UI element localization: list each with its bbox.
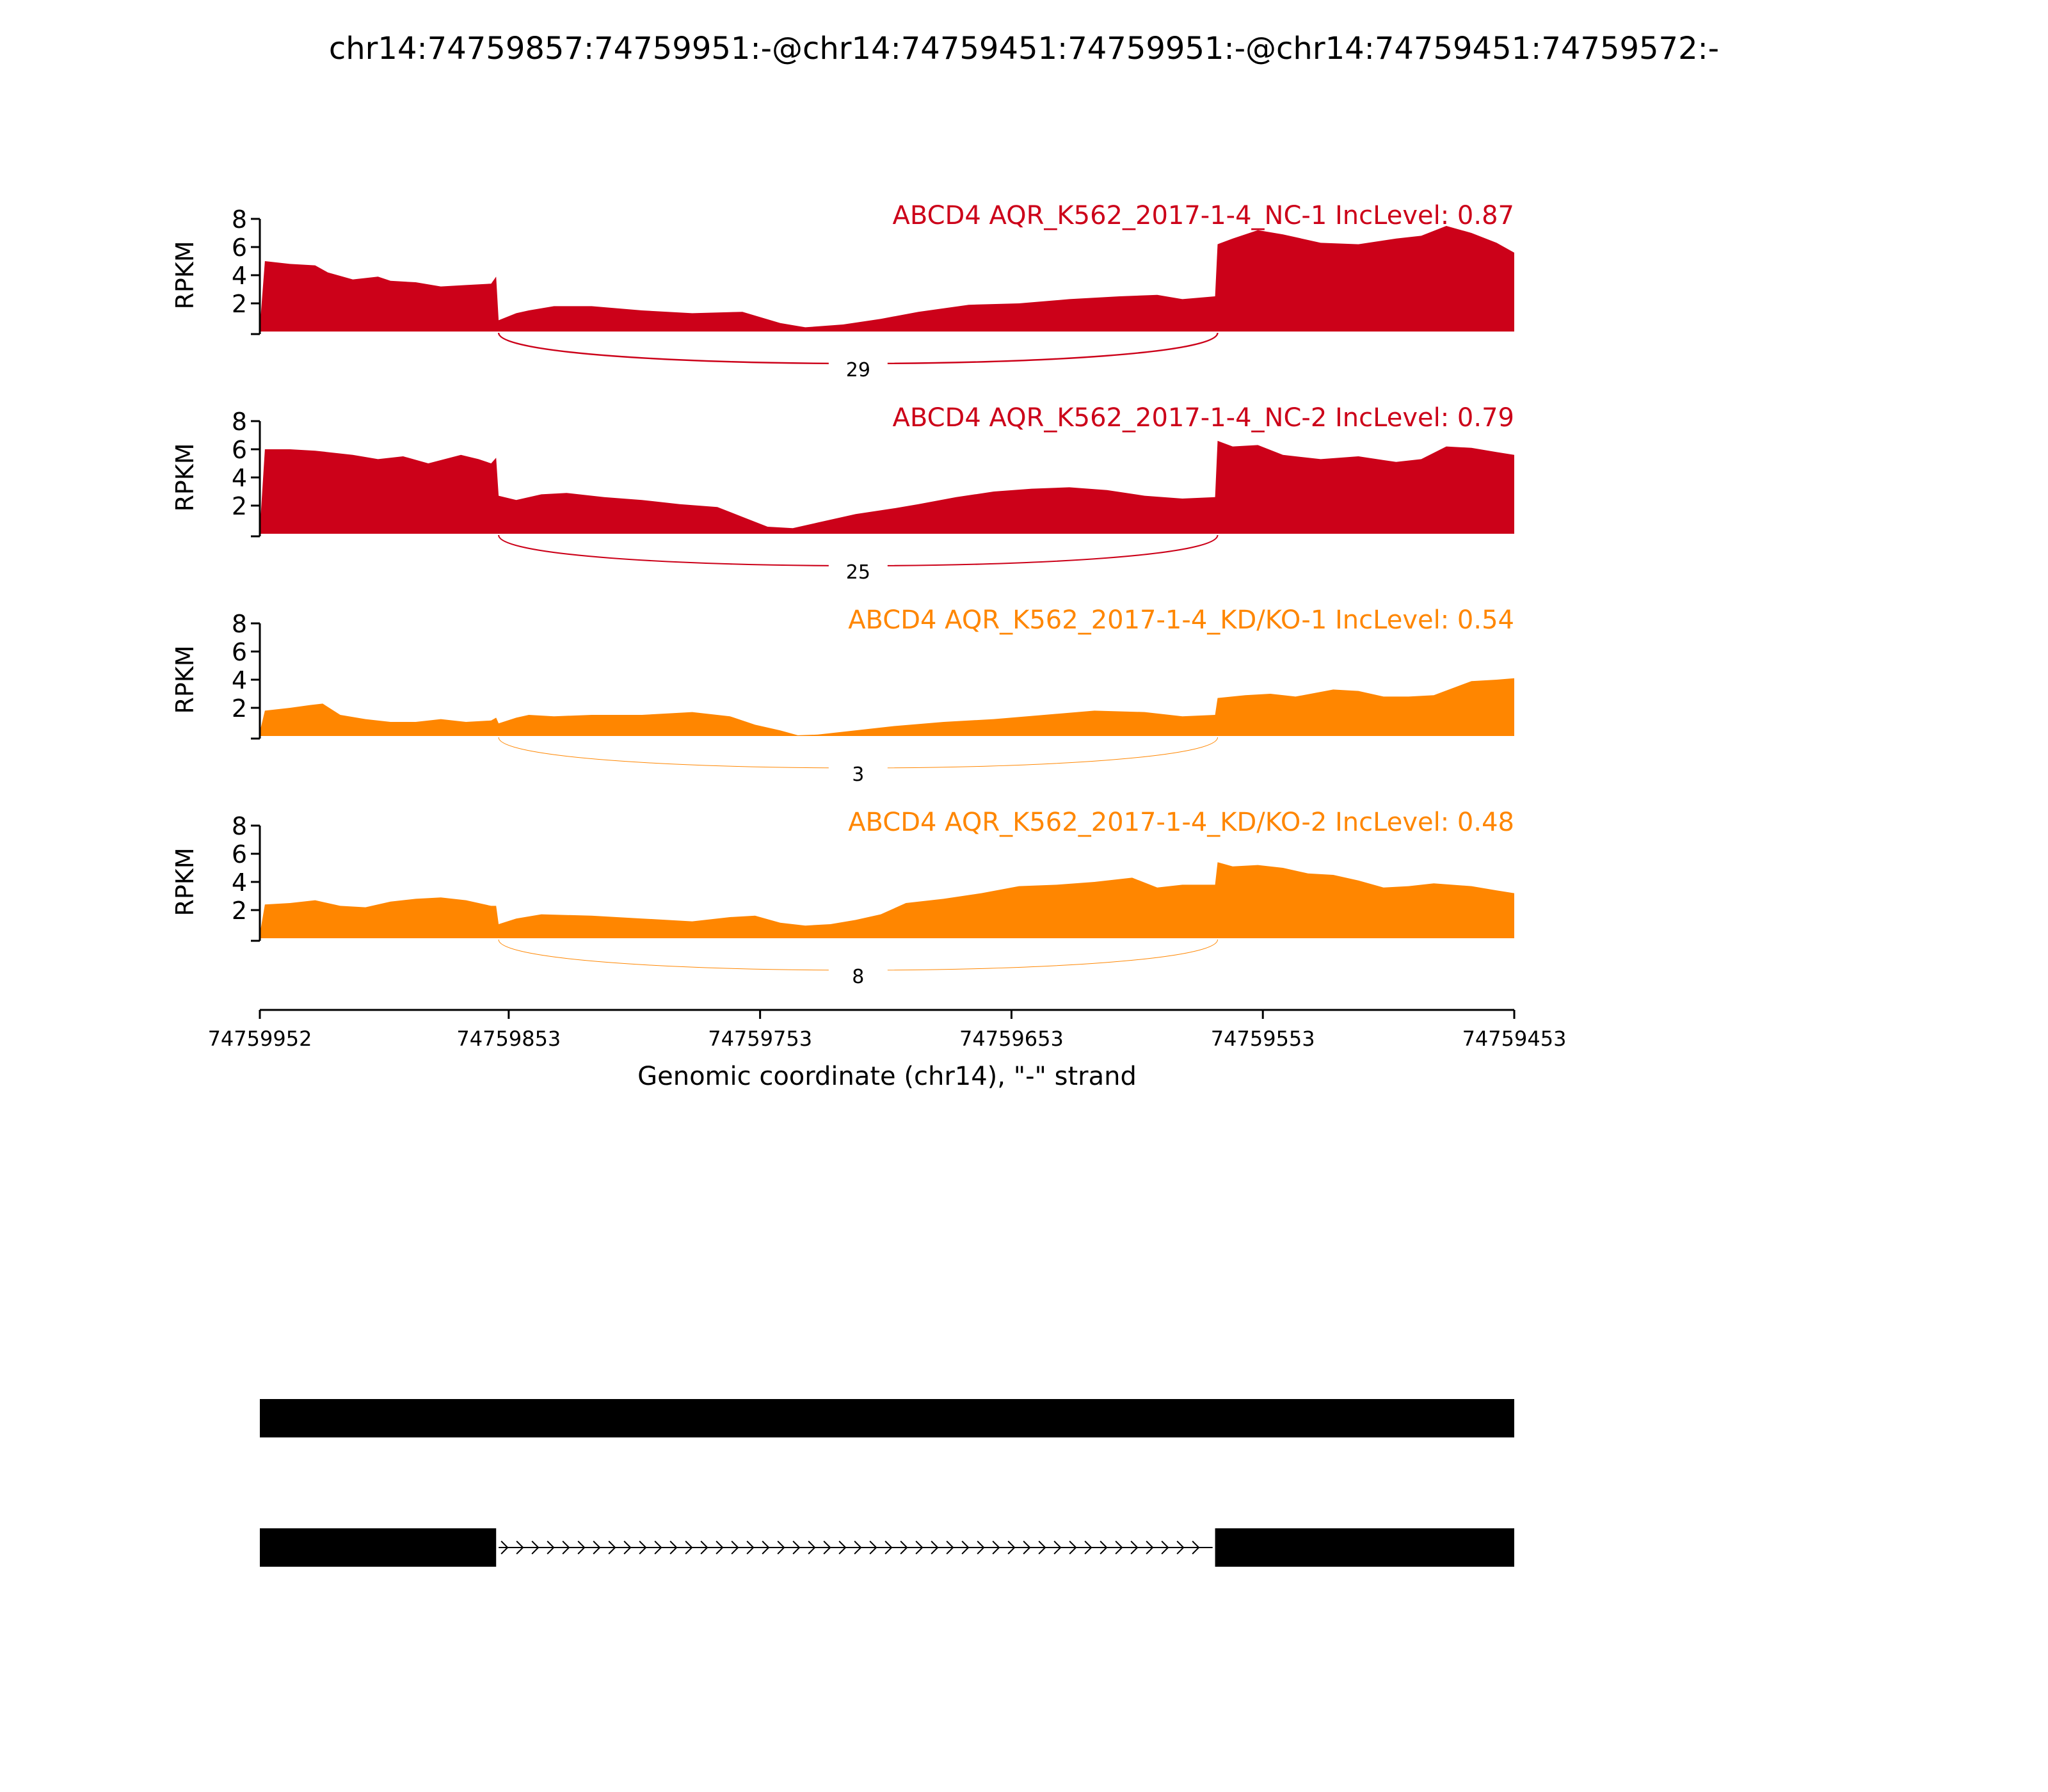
x-tick-label: 74759553 (1210, 1027, 1315, 1051)
y-axis-label: RPKM (171, 645, 199, 714)
coverage-area (260, 678, 1514, 736)
y-tick-label: 6 (231, 436, 247, 464)
y-tick-label: 4 (231, 666, 247, 694)
x-tick-label: 74759453 (1462, 1027, 1567, 1051)
y-tick-label: 2 (231, 492, 247, 520)
y-tick-label: 8 (231, 812, 247, 840)
y-axis-label: RPKM (171, 847, 199, 916)
junction-count: 3 (852, 764, 865, 786)
isoform-structure (260, 1399, 1514, 1567)
coverage-track-3 (171, 605, 1514, 788)
isoform-2 (260, 1528, 1514, 1567)
coverage-track-2 (171, 403, 1514, 586)
y-tick-label: 8 (231, 408, 247, 436)
y-axis-label: RPKM (171, 241, 199, 310)
y-tick-label: 6 (231, 234, 247, 262)
junction-count: 25 (845, 561, 870, 584)
coverage-area (260, 862, 1514, 938)
y-tick-label: 2 (231, 290, 247, 318)
x-tick-label: 74759853 (456, 1027, 561, 1051)
exon-block (1215, 1528, 1514, 1567)
y-tick-label: 8 (231, 610, 247, 638)
junction-count: 29 (845, 359, 870, 381)
y-tick-label: 4 (231, 464, 247, 492)
x-tick-label: 74759952 (207, 1027, 312, 1051)
y-tick-label: 2 (231, 897, 247, 925)
y-axis-label: RPKM (171, 443, 199, 512)
x-tick-label: 74759753 (708, 1027, 813, 1051)
x-tick-label: 74759653 (959, 1027, 1064, 1051)
sample-label: ABCD4 AQR_K562_2017-1-4_NC-2 IncLevel: 0.79 (892, 403, 1514, 433)
figure-title: chr14:74759857:74759951:-@chr14:74759451:74759951:-@chr14:74759451:74759572:- (328, 31, 1720, 67)
exon-block (260, 1528, 496, 1567)
x-axis-label: Genomic coordinate (chr14), "-" strand (637, 1062, 1137, 1091)
exon-block (260, 1399, 1514, 1437)
genomic-x-axis (208, 1010, 1567, 1051)
sample-label: ABCD4 AQR_K562_2017-1-4_KD/KO-1 IncLevel: 0.54 (848, 605, 1514, 635)
y-tick-label: 2 (231, 694, 247, 723)
coverage-area (260, 226, 1514, 332)
y-tick-label: 6 (231, 638, 247, 666)
y-tick-label: 8 (231, 205, 247, 234)
coverage-area (260, 441, 1514, 534)
y-tick-label: 4 (231, 868, 247, 897)
junction-count: 8 (852, 966, 865, 988)
isoform-1 (260, 1399, 1514, 1437)
y-tick-label: 6 (231, 840, 247, 868)
coverage-track-1 (171, 201, 1514, 384)
coverage-tracks (171, 201, 1514, 991)
sample-label: ABCD4 AQR_K562_2017-1-4_KD/KO-2 IncLevel: 0.48 (848, 808, 1514, 837)
y-tick-label: 4 (231, 262, 247, 290)
sample-label: ABCD4 AQR_K562_2017-1-4_NC-1 IncLevel: 0.87 (892, 201, 1514, 230)
coverage-track-4 (171, 808, 1514, 991)
